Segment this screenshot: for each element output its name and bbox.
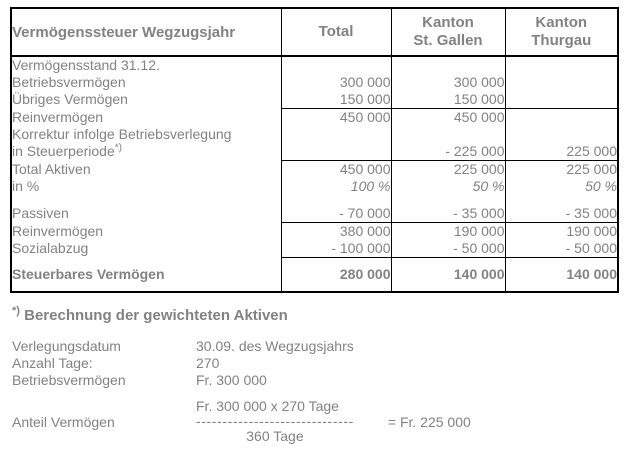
- footnote-row-betriebsvermoegen: [12, 372, 612, 389]
- value-cell-percent: 50 %: [472, 178, 505, 194]
- value-cell: [282, 143, 391, 160]
- header-col-total-label: Total: [318, 23, 354, 40]
- footnote-marker: *): [12, 305, 20, 317]
- header-col-st-gallen: [391, 8, 505, 56]
- value-cell: - 70 000: [339, 205, 391, 221]
- label-in-prozent: in %: [12, 177, 40, 194]
- row-group-vermoegensstand: [11, 56, 618, 109]
- label-korrektur: Korrektur infolge Betriebsverlegung: [12, 125, 232, 142]
- footnote-row-label: Verlegungsdatum: [12, 338, 121, 354]
- footnote-title: [12, 307, 612, 325]
- value-cell: [392, 57, 505, 74]
- value-cell: 450 000: [339, 109, 391, 125]
- footnote-section: [12, 307, 612, 445]
- value-cell: [282, 126, 391, 143]
- label-steuerbares-vermoegen: Steuerbares Vermögen: [12, 265, 165, 282]
- value-cell: 190 000: [453, 223, 505, 239]
- header-col-thurgau: [505, 8, 618, 56]
- footnote-row-value: Fr. 300 000: [196, 372, 267, 388]
- value-cell-percent: 50 %: [585, 178, 617, 194]
- value-cell: 150 000: [339, 91, 391, 107]
- value-cell: 225 000: [453, 161, 505, 177]
- value-cell: - 50 000: [565, 240, 617, 256]
- wealth-tax-table: [10, 7, 619, 293]
- label-uebriges-vermoegen: Übriges Vermögen: [12, 91, 128, 107]
- value-cell: 150 000: [453, 91, 505, 107]
- label-betriebsvermoegen: Betriebsvermögen: [12, 74, 126, 90]
- label-reinvermoegen-2: Reinvermögen: [12, 222, 104, 239]
- footnote-fraction-row: [12, 398, 612, 445]
- row-steuerbares-vermoegen: [11, 258, 618, 293]
- value-cell: 450 000: [453, 109, 505, 125]
- header-sg-line1: Kanton: [422, 14, 474, 31]
- footnote-row-label: Anzahl Tage:: [12, 355, 93, 371]
- value-cell: 225 000: [566, 143, 617, 159]
- value-cell: [506, 109, 618, 126]
- header-title: Vermögenssteuer Wegzugsjahr: [11, 8, 281, 56]
- row-group-korrektur: [11, 109, 618, 161]
- header-tg-line2: Thurgau: [531, 32, 592, 49]
- footnote-row-verlegungsdatum: [12, 338, 612, 355]
- fraction-label: Anteil Vermögen: [12, 413, 115, 430]
- header-sg-line2: St. Gallen: [413, 32, 483, 49]
- value-cell-total: 280 000: [339, 266, 391, 282]
- label-passiven: Passiven: [12, 205, 69, 221]
- value-cell: - 225 000: [445, 143, 505, 159]
- label-steuerperiode-text: in Steuerperiode: [12, 142, 115, 159]
- value-cell: - 35 000: [453, 205, 505, 221]
- value-cell: 225 000: [566, 161, 617, 177]
- value-cell: - 100 000: [331, 240, 391, 256]
- footnote-row-value: 270: [196, 355, 220, 371]
- value-cell-percent: 100 %: [350, 178, 391, 194]
- value-cell: 190 000: [566, 223, 617, 239]
- label-total-aktiven: Total Aktiven: [12, 160, 91, 177]
- value-cell: [506, 74, 618, 91]
- value-cell: [282, 57, 391, 74]
- label-steuerperiode: [12, 143, 281, 160]
- value-cell: 300 000: [453, 74, 505, 90]
- label-vermoegensstand: Vermögensstand 31.12.: [12, 57, 160, 73]
- footnote-row-value: 30.09. des Wegzugsjahrs: [196, 338, 354, 354]
- value-cell: 450 000: [339, 161, 391, 177]
- header-tg-line1: Kanton: [535, 14, 588, 31]
- row-group-reinvermoegen: [11, 223, 618, 258]
- value-cell: [506, 126, 618, 143]
- fraction-numerator: Fr. 300 000 x 270 Tage: [196, 398, 339, 414]
- value-cell: [392, 126, 505, 143]
- footnote-marker-ref: *): [114, 141, 122, 153]
- value-cell-total: 140 000: [453, 266, 505, 282]
- footnote-title-text: Berechnung der gewichteten Aktiven: [24, 307, 288, 324]
- footnote-rows: [12, 338, 612, 389]
- row-passiven: [11, 200, 618, 223]
- label-reinvermoegen: Reinvermögen: [12, 108, 104, 125]
- footnote-row-anzahl-tage: [12, 355, 612, 372]
- value-cell: - 35 000: [565, 205, 617, 221]
- footnote-row-label: Betriebsvermögen: [12, 372, 126, 388]
- fraction: [196, 398, 354, 445]
- value-cell: 300 000: [339, 74, 391, 90]
- table-header-row: [11, 8, 618, 56]
- value-cell-total: 140 000: [566, 266, 617, 282]
- value-cell: [506, 91, 618, 108]
- row-group-total-aktiven: [11, 161, 618, 201]
- fraction-divider-line: ------------------------------: [196, 413, 354, 429]
- value-cell: [506, 57, 618, 74]
- value-cell: - 50 000: [453, 240, 505, 256]
- fraction-denominator: 360 Tage: [246, 428, 304, 444]
- header-col-total: [281, 8, 391, 56]
- value-cell: 380 000: [339, 223, 391, 239]
- label-sozialabzug: Sozialabzug: [12, 239, 89, 256]
- fraction-result: = Fr. 225 000: [387, 413, 471, 430]
